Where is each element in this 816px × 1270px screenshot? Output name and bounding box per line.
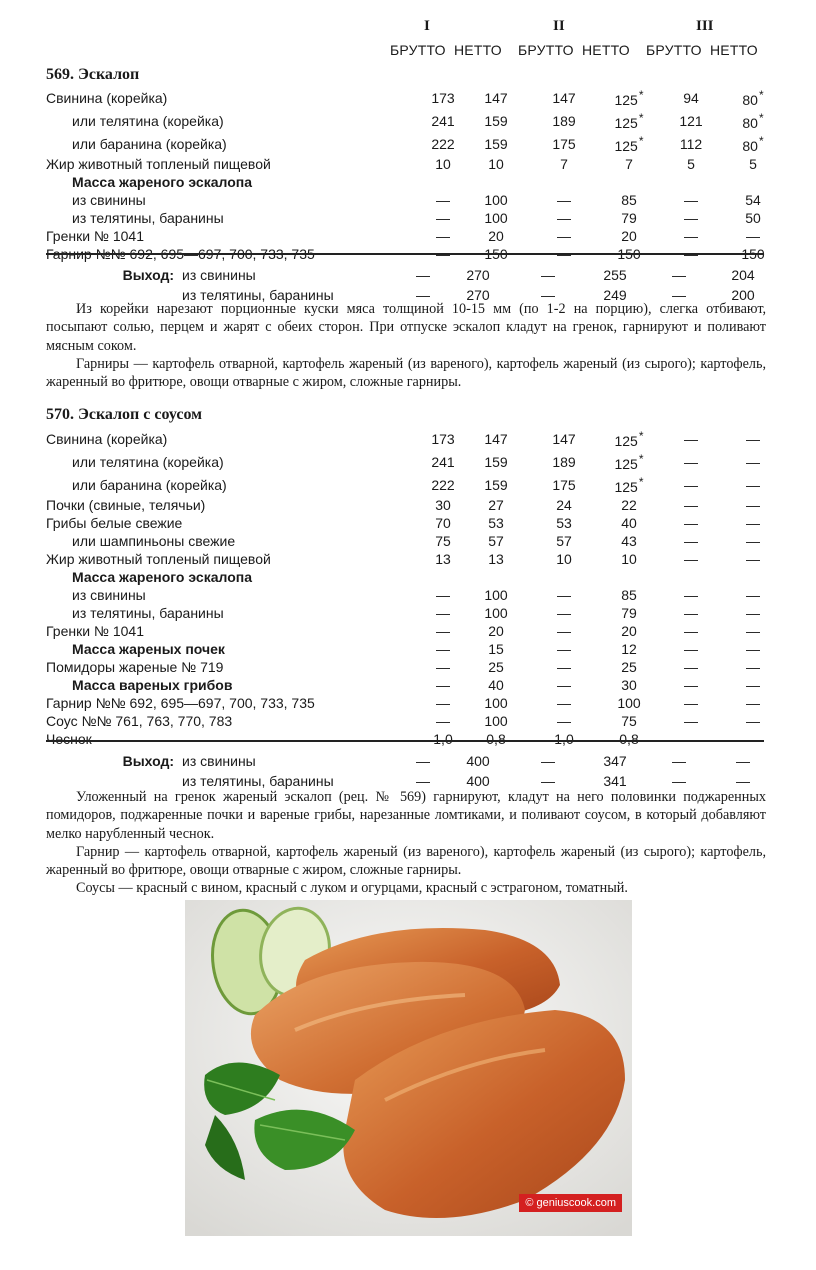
brutto-label-3: БРУТТО (646, 42, 702, 58)
output-kind: из свинины (182, 267, 256, 283)
quantity-cell (466, 568, 526, 586)
quantity-cell: — (684, 515, 698, 531)
quantity-cell: 121 (679, 112, 703, 129)
quantity-cell: 10 (435, 156, 451, 172)
recipe-569-table (46, 86, 780, 263)
ingredient-row (46, 640, 780, 658)
quantity-cell: 150 (484, 246, 508, 262)
ingredient-row (46, 694, 780, 712)
instruction-paragraph: Гарнир — картофель отварной, картофель жареный (из вареного), картофель жареный (из сырого); картофель, жаренный во фритюре, овощи отварные с жиром, сложные гарниры. (46, 843, 766, 879)
quantity-cell: — (684, 246, 698, 262)
quantity-cell: — (436, 713, 450, 729)
quantity-cell: 0,8 (486, 731, 506, 747)
output-value: — (416, 287, 430, 303)
output-value: — (672, 773, 686, 789)
quantity-cell: — (746, 605, 760, 621)
instruction-paragraph: Гарниры — картофель отварной, картофель жареный (из вареного), картофель жареный (из сырого); картофель, жаренный во фритюре, овощи отварные с жиром, сложные гарниры. (46, 355, 766, 391)
quantity-cell: 75 (435, 533, 451, 549)
divider (46, 253, 764, 255)
output-kind: из свинины (182, 753, 256, 769)
ingredient-name: из свинины (72, 192, 146, 208)
ingredient-name: Жир животный топленый пищевой (46, 156, 271, 172)
output-value: — (736, 753, 750, 769)
ingredient-name: Грибы белые свежие (46, 515, 183, 531)
quantity-cell: 159 (484, 453, 508, 470)
ingredient-name: из телятины, баранины (72, 210, 224, 226)
quantity-cell: — (746, 497, 760, 513)
quantity-cell: 80* (742, 134, 764, 154)
quantity-cell: 10 (556, 551, 572, 567)
quantity-cell: — (684, 695, 698, 711)
output-value: 249 (603, 287, 627, 303)
ingredient-name: Масса жареных почек (72, 641, 225, 657)
ingredient-row (46, 622, 780, 640)
quantity-cell: 25 (621, 659, 637, 675)
quantity-cell: 100 (484, 192, 508, 208)
output-kind: из телятины, баранины (182, 287, 334, 303)
quantity-cell: — (684, 641, 698, 657)
output-kind: из телятины, баранины (182, 773, 334, 789)
quantity-cell: 147 (484, 89, 508, 106)
quantity-cell (420, 568, 466, 586)
quantity-cell: 30 (435, 497, 451, 513)
quantity-cell: — (684, 430, 698, 447)
ingredient-row (46, 109, 780, 132)
group-label-2: II (553, 18, 565, 34)
quantity-cell: — (436, 659, 450, 675)
quantity-cell: — (746, 515, 760, 531)
ingredient-name: Соус №№ 761, 763, 770, 783 (46, 713, 233, 729)
quantity-cell: 20 (488, 623, 504, 639)
quantity-cell: 57 (488, 533, 504, 549)
quantity-cell: 125* (614, 88, 644, 108)
quantity-cell: — (684, 587, 698, 603)
quantity-cell: 79 (621, 605, 637, 621)
quantity-cell: — (746, 641, 760, 657)
quantity-cell (726, 568, 780, 586)
quantity-cell: — (746, 533, 760, 549)
ingredient-row (46, 586, 780, 604)
quantity-cell (602, 173, 656, 191)
recipe-570-table (46, 427, 780, 748)
quantity-cell: — (684, 605, 698, 621)
quantity-cell (420, 173, 466, 191)
output-label: Выход: (122, 753, 174, 769)
ingredient-row (46, 450, 780, 473)
ingredient-row (46, 132, 780, 155)
quantity-cell: — (684, 497, 698, 513)
quantity-cell: 112 (679, 135, 703, 152)
quantity-cell: — (436, 228, 450, 244)
footnote-star: * (638, 429, 644, 443)
ingredient-name: Чеснок (46, 731, 92, 747)
footnote-star: * (758, 134, 764, 148)
quantity-cell: 20 (621, 228, 637, 244)
quantity-cell: — (684, 659, 698, 675)
ingredient-name: или телятина (корейка) (72, 112, 224, 129)
quantity-cell: 150 (741, 246, 765, 262)
output-value: 400 (466, 753, 490, 769)
quantity-cell: — (746, 731, 760, 747)
divider (46, 740, 764, 742)
quantity-cell: 100 (484, 587, 508, 603)
ingredient-row (46, 227, 780, 245)
quantity-cell: 1,0 (554, 731, 574, 747)
quantity-cell: — (436, 641, 450, 657)
quantity-cell: — (684, 210, 698, 226)
recipe-570-title: 570. Эскалоп с соусом (46, 406, 203, 423)
quantity-cell: 53 (556, 515, 572, 531)
quantity-cell: 159 (484, 135, 508, 152)
quantity-cell: — (557, 228, 571, 244)
output-value: — (416, 267, 430, 283)
quantity-cell: — (436, 246, 450, 262)
quantity-cell: 12 (621, 641, 637, 657)
quantity-cell: — (684, 677, 698, 693)
quantity-cell: 7 (560, 156, 568, 172)
footnote-star: * (638, 111, 644, 125)
ingredient-name: Гарнир №№ 692, 695—697, 700, 733, 735 (46, 246, 315, 262)
quantity-cell: 100 (484, 605, 508, 621)
escalope-image (185, 900, 632, 1236)
quantity-cell: 13 (488, 551, 504, 567)
quantity-cell: — (746, 659, 760, 675)
quantity-cell: — (684, 731, 698, 747)
ingredient-row (46, 532, 780, 550)
quantity-cell: — (746, 677, 760, 693)
output-value: 255 (603, 267, 627, 283)
quantity-cell: — (746, 551, 760, 567)
quantity-cell: 175 (552, 135, 576, 152)
netto-label-3: НЕТТО (710, 42, 758, 58)
quantity-cell: — (436, 677, 450, 693)
output-value: 204 (731, 267, 755, 283)
ingredient-name: Жир животный топленый пищевой (46, 551, 271, 567)
ingredient-row (46, 604, 780, 622)
quantity-cell: 40 (621, 515, 637, 531)
quantity-cell: 13 (435, 551, 451, 567)
quantity-cell (526, 173, 602, 191)
quantity-cell: — (436, 695, 450, 711)
output-row (48, 752, 770, 770)
quantity-cell: — (557, 623, 571, 639)
quantity-cell: 175 (552, 476, 576, 493)
footnote-star: * (758, 88, 764, 102)
quantity-cell: 85 (621, 587, 637, 603)
quantity-cell: — (436, 605, 450, 621)
ingredient-row (46, 514, 780, 532)
quantity-cell: 147 (552, 89, 576, 106)
quantity-cell: 100 (484, 695, 508, 711)
quantity-cell: 5 (687, 156, 695, 172)
quantity-cell: 150 (617, 246, 641, 262)
quantity-cell: 159 (484, 112, 508, 129)
quantity-cell: 43 (621, 533, 637, 549)
ingredient-name: из телятины, баранины (72, 605, 224, 621)
quantity-cell: 30 (621, 677, 637, 693)
quantity-cell: 100 (617, 695, 641, 711)
ingredient-row (46, 550, 780, 568)
quantity-cell (656, 568, 726, 586)
output-value: — (541, 287, 555, 303)
output-row (48, 266, 770, 284)
ingredient-name: Почки (свиные, телячьи) (46, 497, 206, 513)
output-value: — (541, 773, 555, 789)
quantity-cell: — (557, 587, 571, 603)
footnote-star: * (638, 452, 644, 466)
ingredient-row (46, 155, 780, 173)
ingredient-name: Свинина (корейка) (46, 89, 168, 106)
quantity-cell: 80* (742, 88, 764, 108)
quantity-cell: 125* (614, 134, 644, 154)
quantity-cell: — (684, 192, 698, 208)
quantity-cell: — (746, 430, 760, 447)
quantity-cell: 7 (625, 156, 633, 172)
quantity-cell: — (746, 713, 760, 729)
quantity-cell: 24 (556, 497, 572, 513)
ingredient-name: Помидоры жареные № 719 (46, 659, 224, 675)
quantity-cell: 15 (488, 641, 504, 657)
quantity-cell: 20 (621, 623, 637, 639)
quantity-cell: 125* (614, 452, 644, 472)
output-value: 270 (466, 267, 490, 283)
column-header (380, 18, 780, 66)
output-value: — (672, 267, 686, 283)
quantity-cell: — (557, 677, 571, 693)
quantity-cell: — (557, 659, 571, 675)
ingredient-row (46, 191, 780, 209)
quantity-cell: 100 (484, 713, 508, 729)
output-value: — (672, 287, 686, 303)
instruction-paragraph: Соусы — красный с вином, красный с луком и огурцами, красный с эстрагоном, томатный. (76, 880, 628, 897)
ingredient-name: Свинина (корейка) (46, 430, 168, 447)
quantity-cell (726, 173, 780, 191)
recipe-570-output (46, 750, 772, 792)
quantity-cell: 75 (621, 713, 637, 729)
quantity-cell: — (746, 695, 760, 711)
group-label-1: I (424, 18, 430, 34)
quantity-cell: 0,8 (619, 731, 639, 747)
ingredient-name: или шампиньоны свежие (72, 533, 236, 549)
quantity-cell: — (684, 551, 698, 567)
quantity-cell: 189 (552, 453, 576, 470)
quantity-cell: — (746, 623, 760, 639)
quantity-cell: — (557, 695, 571, 711)
quantity-cell: — (684, 476, 698, 493)
quantity-cell: 125* (614, 111, 644, 131)
ingredient-name: Гарнир №№ 692, 695—697, 700, 733, 735 (46, 695, 315, 711)
recipe-569-text (46, 300, 766, 391)
ingredient-row (46, 658, 780, 676)
dish-photo (185, 900, 632, 1236)
quantity-cell: — (557, 192, 571, 208)
ingredient-name: или баранина (корейка) (72, 135, 227, 152)
quantity-cell: 85 (621, 192, 637, 208)
brutto-label-1: БРУТТО (390, 42, 446, 58)
quantity-cell: — (746, 453, 760, 470)
footnote-star: * (638, 475, 644, 489)
quantity-cell: 80* (742, 111, 764, 131)
quantity-cell: 173 (431, 89, 455, 106)
quantity-cell: 147 (484, 430, 508, 447)
netto-label-2: НЕТТО (582, 42, 630, 58)
quantity-cell: — (746, 476, 760, 493)
quantity-cell (466, 173, 526, 191)
ingredient-name: Гренки № 1041 (46, 228, 144, 244)
output-value: 270 (466, 287, 490, 303)
quantity-cell: 54 (745, 192, 761, 208)
quantity-cell: — (746, 587, 760, 603)
quantity-cell: 10 (488, 156, 504, 172)
ingredient-row (46, 568, 780, 586)
footnote-star: * (638, 88, 644, 102)
quantity-cell: — (684, 453, 698, 470)
netto-label-1: НЕТТО (454, 42, 502, 58)
quantity-cell: 20 (488, 228, 504, 244)
quantity-cell: — (557, 713, 571, 729)
quantity-cell: 125* (614, 475, 644, 495)
quantity-cell: — (436, 192, 450, 208)
ingredient-row (46, 209, 780, 227)
quantity-cell: — (684, 533, 698, 549)
quantity-cell: — (746, 228, 760, 244)
output-value: — (672, 753, 686, 769)
ingredient-name: Масса жареного эскалопа (72, 174, 252, 190)
quantity-cell: 25 (488, 659, 504, 675)
quantity-cell: — (557, 641, 571, 657)
quantity-cell (526, 568, 602, 586)
output-value: — (736, 773, 750, 789)
ingredient-row (46, 730, 780, 748)
quantity-cell: — (436, 587, 450, 603)
quantity-cell: 147 (552, 430, 576, 447)
quantity-cell: 125* (614, 429, 644, 449)
quantity-cell: 222 (431, 476, 455, 493)
ingredient-row (46, 427, 780, 450)
quantity-cell: 189 (552, 112, 576, 129)
quantity-cell: 22 (621, 497, 637, 513)
ingredient-name: Масса вареных грибов (72, 677, 233, 693)
instruction-paragraph: Уложенный на гренок жареный эскалоп (рец. № 569) гарнируют, кладут на него половинки поджаренных помидоров, поджаренные почки и вареные грибы, нарезанные ломтиками, и поливают соусом, в который добавляют мелко нарубленный чеснок. (46, 789, 766, 842)
quantity-cell: — (436, 623, 450, 639)
quantity-cell: 241 (431, 112, 455, 129)
group-label-3: III (696, 18, 714, 34)
quantity-cell: 40 (488, 677, 504, 693)
ingredient-row (46, 473, 780, 496)
footnote-star: * (758, 111, 764, 125)
recipe-569-title: 569. Эскалоп (46, 66, 140, 83)
ingredient-row (46, 86, 780, 109)
quantity-cell: 94 (683, 89, 699, 106)
output-value: 347 (603, 753, 627, 769)
quantity-cell: 27 (488, 497, 504, 513)
output-value: 200 (731, 287, 755, 303)
ingredient-row (46, 496, 780, 514)
quantity-cell: — (557, 605, 571, 621)
brutto-label-2: БРУТТО (518, 42, 574, 58)
output-label: Выход: (122, 267, 174, 283)
quantity-cell: 241 (431, 453, 455, 470)
ingredient-name: Масса жареного эскалопа (72, 569, 252, 585)
output-value: — (541, 753, 555, 769)
quantity-cell: 173 (431, 430, 455, 447)
ingredient-name: Гренки № 1041 (46, 623, 144, 639)
ingredient-row (46, 173, 780, 191)
quantity-cell: 57 (556, 533, 572, 549)
quantity-cell: 53 (488, 515, 504, 531)
quantity-cell: 100 (484, 210, 508, 226)
quantity-cell: — (684, 623, 698, 639)
quantity-cell: — (684, 228, 698, 244)
quantity-cell: 50 (745, 210, 761, 226)
quantity-cell: — (436, 210, 450, 226)
ingredient-row (46, 676, 780, 694)
footnote-star: * (638, 134, 644, 148)
quantity-cell (656, 173, 726, 191)
output-value: — (541, 267, 555, 283)
watermark: © geniuscook.com (519, 1194, 622, 1212)
quantity-cell: — (684, 713, 698, 729)
output-value: 341 (603, 773, 627, 789)
quantity-cell: — (557, 210, 571, 226)
quantity-cell (602, 568, 656, 586)
output-value: — (416, 773, 430, 789)
ingredient-row (46, 712, 780, 730)
quantity-cell: 222 (431, 135, 455, 152)
quantity-cell: 79 (621, 210, 637, 226)
output-value: 400 (466, 773, 490, 789)
quantity-cell: 5 (749, 156, 757, 172)
ingredient-name: или телятина (корейка) (72, 453, 224, 470)
quantity-cell: 159 (484, 476, 508, 493)
recipe-570-text (46, 788, 766, 898)
ingredient-name: из свинины (72, 587, 146, 603)
quantity-cell: 10 (621, 551, 637, 567)
instruction-paragraph: Из корейки нарезают порционные куски мяса толщиной 10-15 мм (по 1-2 на порцию), слегка отбивают, посыпают солью, перцем и жарят с обеих сторон. При отпуске эскалоп кладут на гренок, гарнируют и поливают мясным соком. (46, 301, 766, 354)
ingredient-name: или баранина (корейка) (72, 476, 227, 493)
quantity-cell: — (557, 246, 571, 262)
quantity-cell: 70 (435, 515, 451, 531)
output-value: — (416, 753, 430, 769)
quantity-cell: 1,0 (433, 731, 453, 747)
